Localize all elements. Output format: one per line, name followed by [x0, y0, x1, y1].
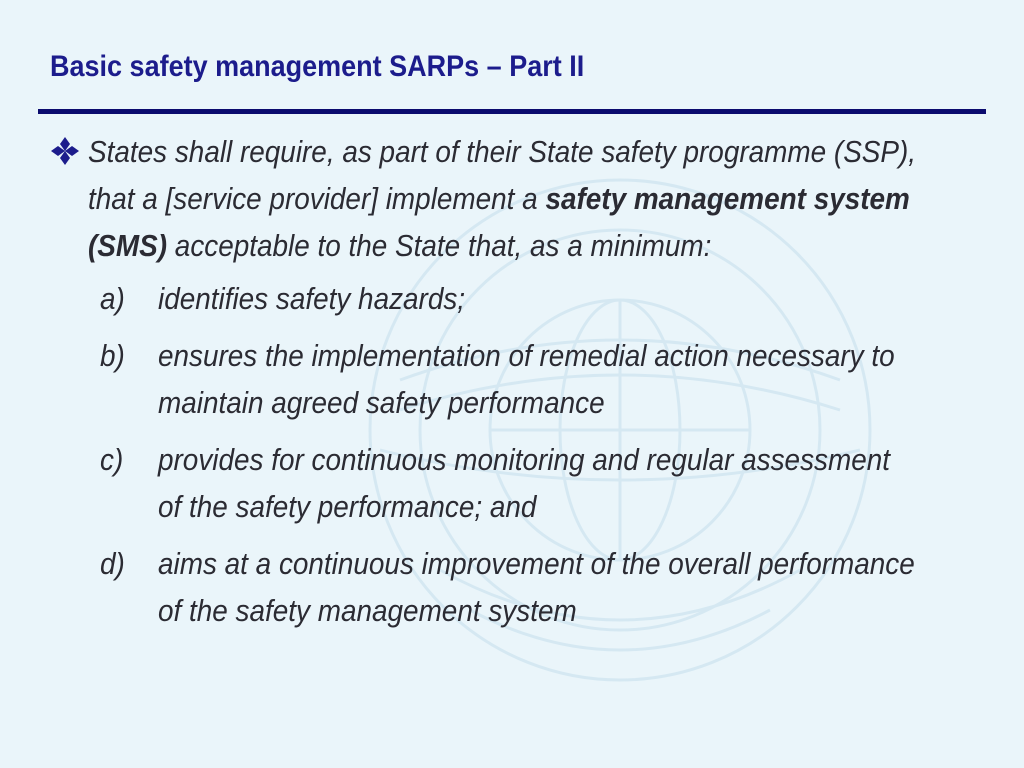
intro-bullet: [50, 128, 990, 269]
list-item-marker: d): [100, 546, 125, 581]
slide-body: [50, 128, 990, 644]
list-item-text: ensures the implementation of remedial action necessary to maintain agreed safety performance: [158, 338, 895, 420]
intro-text: [88, 128, 970, 269]
list-item-text: provides for continuous monitoring and regular assessment of the safety performance; and: [158, 442, 890, 524]
title-divider: [38, 109, 986, 114]
list-item: [50, 275, 990, 322]
list-item-text: aims at a continuous improvement of the overall performance of the safety management system: [158, 546, 915, 628]
intro-text-end: acceptable to the State that, as a minimum:: [167, 228, 712, 263]
list-item-marker: b): [100, 338, 125, 373]
list-item-text: identifies safety hazards;: [158, 281, 466, 316]
list-item-marker: a): [100, 281, 125, 316]
intro-bold-term: safety management system (SMS): [88, 181, 910, 263]
list-item: [50, 332, 990, 426]
intro-text-start: States shall require, as part of their State safety programme (SSP), that a [service provider] implement a: [88, 134, 917, 216]
diamond-bullet-icon: [50, 136, 80, 166]
list-item: [50, 436, 990, 530]
slide-title: Basic safety management SARPs – Part II: [50, 50, 585, 83]
list-item: [50, 540, 990, 634]
list-item-marker: c): [100, 442, 124, 477]
requirements-list: [50, 275, 990, 634]
